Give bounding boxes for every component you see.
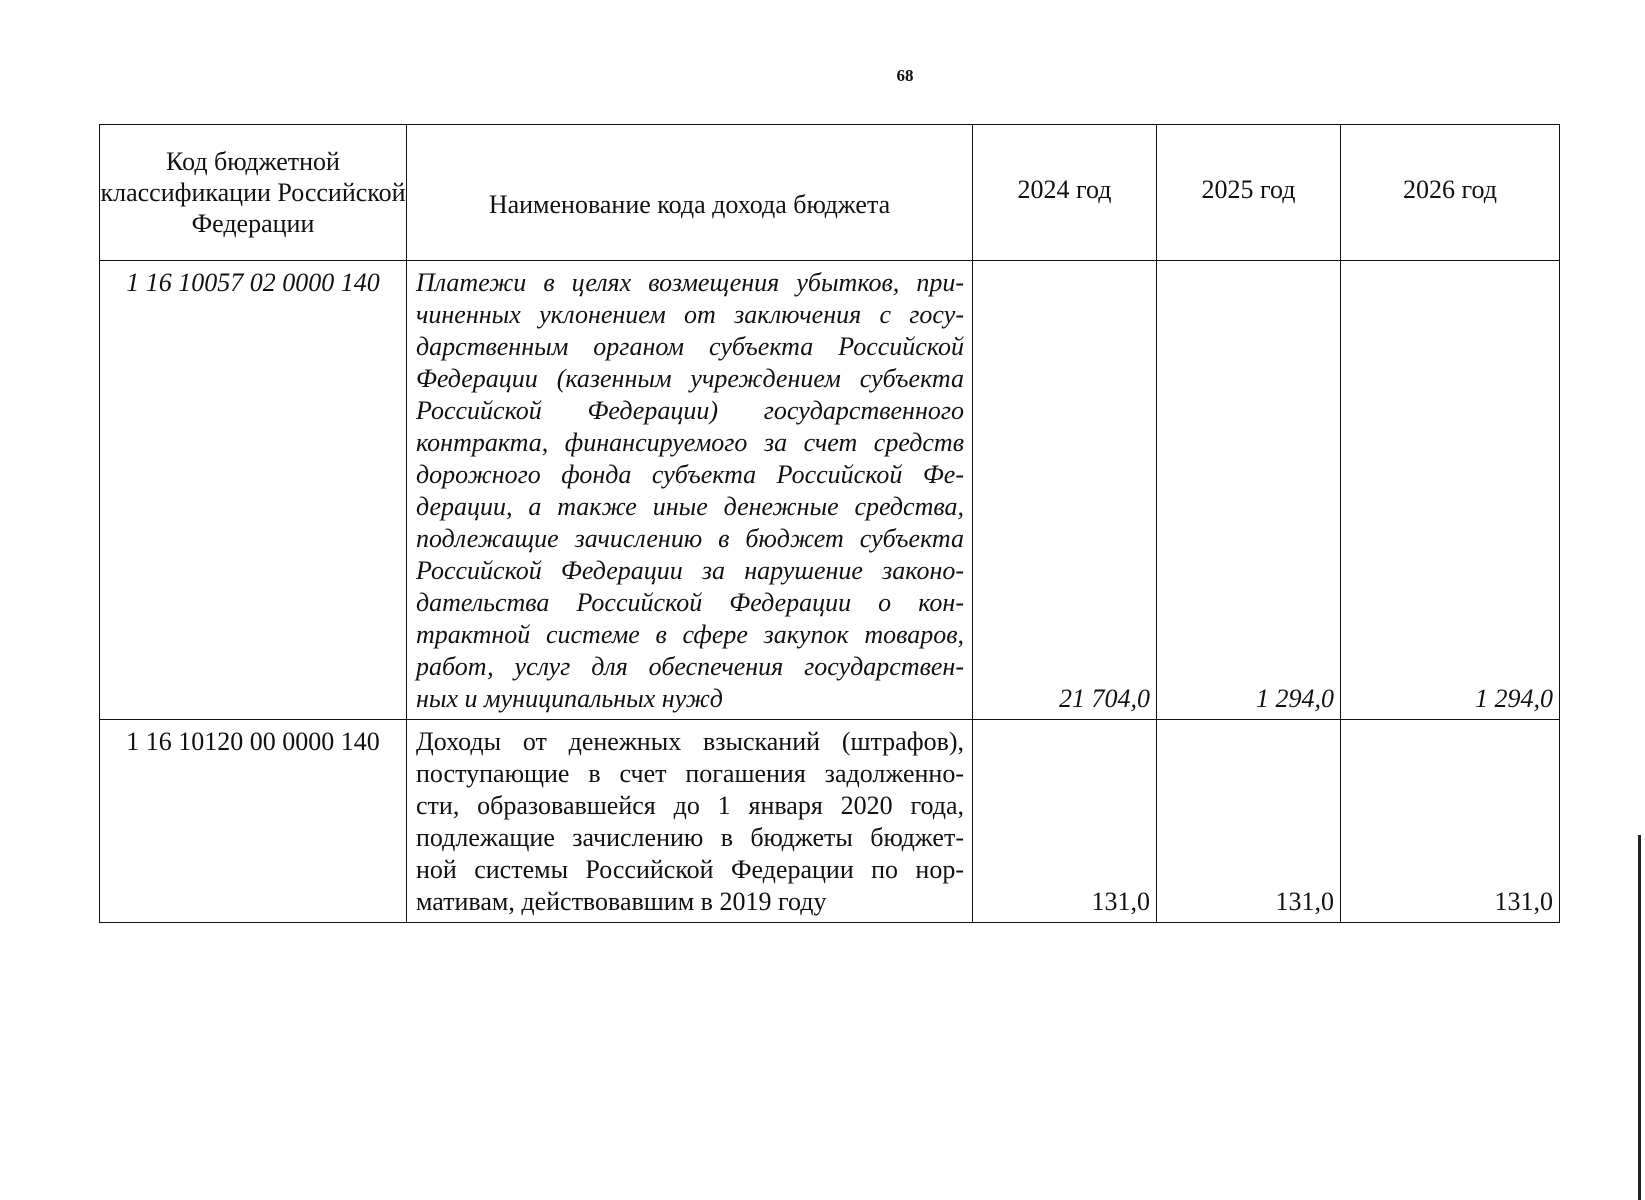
header-code: Код бюджетной классификации Российской Федерации [100,125,407,261]
row-name-line: дательства Российской Федерации о кон- [416,588,964,617]
row-name-line: дарственным органом субъекта Российской [416,332,964,361]
row-name-line: мативам, действовавшим в 2019 году [416,887,827,916]
row-name-line: Федерации (казенным учреждением субъекта [416,364,964,393]
scan-edge-line [1638,835,1641,1200]
header-year-2025: 2025 год [1157,125,1341,261]
header-year-2024: 2024 год [973,125,1157,261]
row-name-line: дерации, а также иные денежные средства, [416,492,964,521]
header-name: Наименование кода дохода бюджета [407,125,973,261]
row-name-line: Российской Федерации за нарушение законо- [416,556,964,585]
table-row [100,261,1560,720]
row-name-line: трактной системе в сфере закупок товаров, [416,620,964,649]
row-name-line: работ, услуг для обеспечения государствен- [416,652,964,681]
table-row [100,720,1560,923]
row-name-line: чиненных уклонением от заключения с госу- [416,300,964,329]
row-name-line: ных и муниципальных нужд [416,684,723,713]
row-name-line: подлежащие зачислению в бюджеты бюджет- [416,823,964,852]
row-value-2024: 131,0 [973,720,1157,923]
row-value-2026: 1 294,0 [1341,261,1560,720]
row-name-line: Доходы от денежных взысканий (штрафов), [416,727,964,756]
table-header-row [100,125,1560,261]
budget-income-table [99,124,1560,923]
row-name [407,720,973,923]
row-name-line: контракта, финансируемого за счет средств [416,428,964,457]
header-year-2026: 2026 год [1341,125,1560,261]
row-name-line: Платежи в целях возмещения убытков, при- [416,268,964,297]
row-name-line: сти, образовавшейся до 1 января 2020 года, [416,791,964,820]
row-name-line: подлежащие зачислению в бюджет субъекта [416,524,964,553]
row-name [407,261,973,720]
row-code: 1 16 10120 00 0000 140 [100,720,407,923]
row-name-line: поступающие в счет погашения задолженно- [416,759,964,788]
row-value-2025: 1 294,0 [1157,261,1341,720]
row-value-2025: 131,0 [1157,720,1341,923]
row-code: 1 16 10057 02 0000 140 [100,261,407,720]
row-value-2024: 21 704,0 [973,261,1157,720]
row-name-line: дорожного фонда субъекта Российской Фе- [416,460,964,489]
page-number: 68 [896,66,914,85]
row-name-line: Российской Федерации) государственного [416,396,964,425]
row-value-2026: 131,0 [1341,720,1560,923]
row-name-line: ной системы Российской Федерации по нор- [416,855,964,884]
